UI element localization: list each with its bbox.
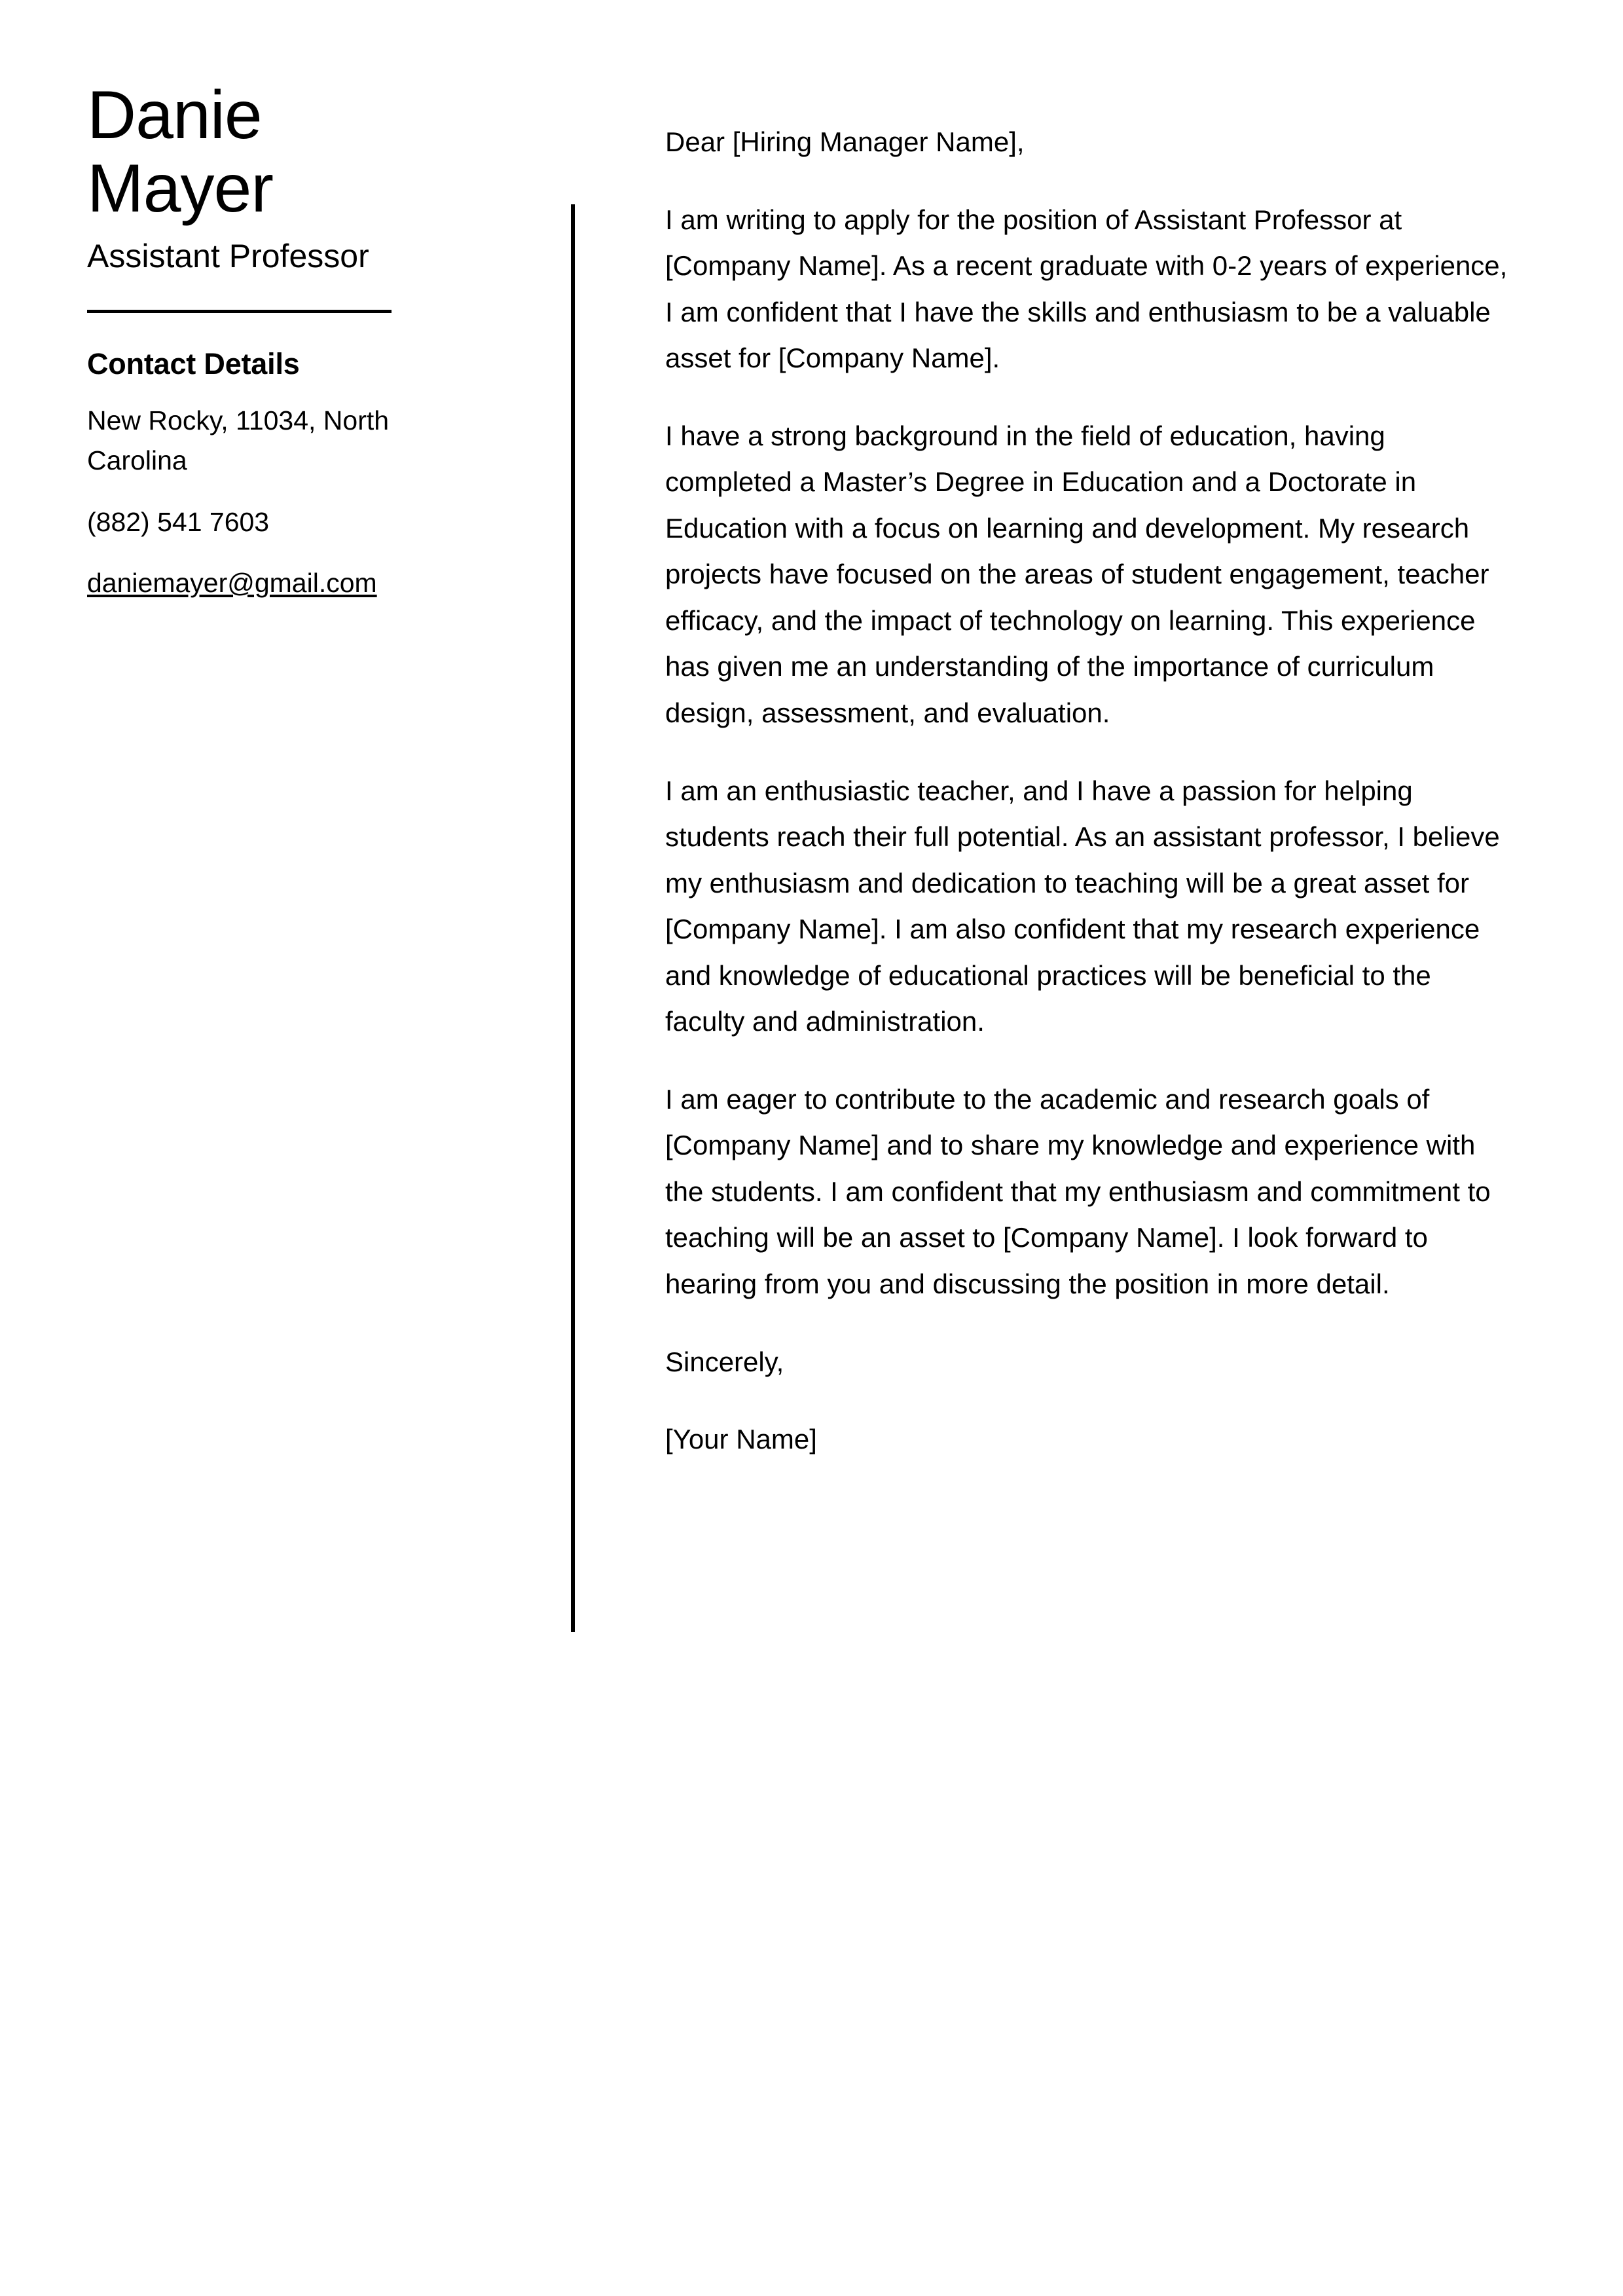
letter-signature: [Your Name]: [665, 1424, 817, 1455]
sidebar: [87, 79, 480, 604]
candidate-name: [87, 79, 375, 226]
contact-email-link[interactable]: daniemayer@gmail.com: [87, 568, 377, 599]
letter-paragraph-4: I am eager to contribute to the academic and research goals of [Company Name] and to share my knowledge and experience with the students. I am confident that my enthusiasm and commitment to teaching will be an asset to [Company Name]. I look forward to hearing from you and discussing the position in more detail.: [665, 1083, 1491, 1300]
contact-details-heading: Contact Details: [87, 346, 300, 380]
header-divider-rule: [87, 310, 392, 313]
candidate-last-name: Mayer: [87, 151, 273, 227]
candidate-job-title: Assistant Professor: [87, 237, 369, 274]
letter-paragraph-1: I am writing to apply for the position of Assistant Professor at [Company Name]. As a recent graduate with 0-2 years of experience, I am confident that I have the skills and enthusiasm to be a valuable asset for [Company Name].: [665, 204, 1508, 374]
contact-email-item: [87, 563, 401, 604]
letter-paragraph-3: I am an enthusiastic teacher, and I have a passion for helping students reach their full potential. As an assistant professor, I believe my enthusiasm and dedication to teaching will be a great asset for [Company Name]. I am also confident that my research experience and knowledge of educational practices will be beneficial to the faculty and administration.: [665, 775, 1500, 1037]
contact-details-list: [87, 401, 480, 604]
letter-closing: Sincerely,: [665, 1346, 784, 1377]
letter-paragraph-2: I have a strong background in the field of education, having completed a Master’s Degree in Education and a Doctorate in Education with a focus on learning and development. My research projects have focused on the areas of student engagement, teacher efficacy, and the impact of technology on learning. This experience has given me an understanding of the importance of curriculum design, assessment, and evaluation.: [665, 420, 1489, 729]
letter-salutation: Dear [Hiring Manager Name],: [665, 126, 1025, 157]
contact-phone: (882) 541 7603: [87, 506, 270, 537]
contact-address: New Rocky, 11034, North Carolina: [87, 405, 390, 476]
column-divider-line: [571, 204, 575, 1632]
candidate-first-name: Danie: [87, 77, 262, 153]
letter-body: [665, 119, 1511, 1463]
